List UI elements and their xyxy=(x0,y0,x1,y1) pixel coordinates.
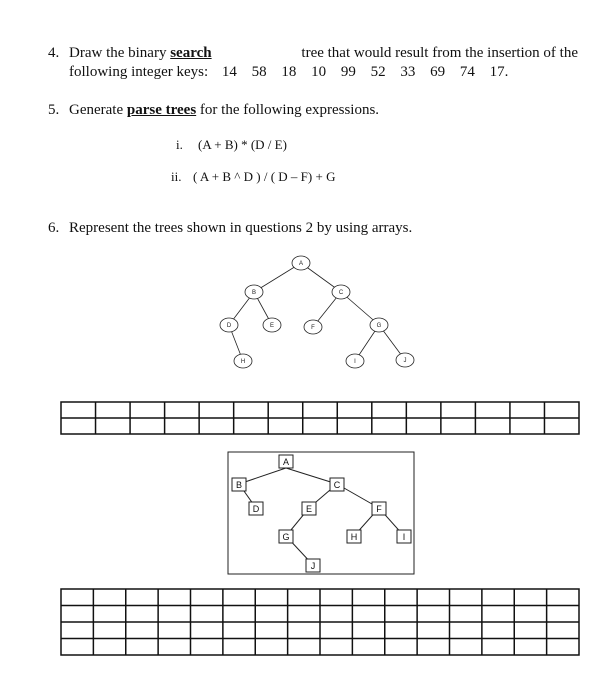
tree2-label-j: J xyxy=(310,561,316,571)
tree2-label-f: F xyxy=(376,504,382,514)
tree2-label-i: I xyxy=(402,532,406,542)
tree2-label-a: A xyxy=(282,457,290,467)
tree1-label-c: C xyxy=(338,290,344,296)
key: 99 xyxy=(340,64,356,80)
tree1-label-j: J xyxy=(403,358,407,364)
tree2-label-c: C xyxy=(333,480,341,490)
q6-text: Represent the trees shown in questions 2 by using arrays. xyxy=(69,220,413,236)
tree1-label-b: B xyxy=(251,290,257,296)
tree1-label-a: A xyxy=(298,261,304,267)
key: 74 xyxy=(459,64,475,80)
key: 17. xyxy=(489,64,509,80)
tree2-label-e: E xyxy=(305,504,313,514)
array-grid-2 xyxy=(61,589,579,655)
tree-1 xyxy=(226,263,405,361)
tree-2 xyxy=(239,468,404,565)
key: 10 xyxy=(311,64,327,80)
q5-text-a: Generate xyxy=(69,102,124,118)
key: 14 xyxy=(221,64,237,80)
tree2-label-d: D xyxy=(252,504,260,514)
tree1-label-f: F xyxy=(311,325,315,331)
q4-number: 4. xyxy=(48,45,60,61)
q6-number: 6. xyxy=(48,220,60,236)
tree1-label-i: I xyxy=(354,359,356,365)
tree2-label-g: G xyxy=(282,532,290,542)
tree2-label-b: B xyxy=(235,480,243,490)
q5-number: 5. xyxy=(48,102,60,118)
expression-1-label: i. xyxy=(176,137,183,152)
q5-emphasis: parse trees xyxy=(126,102,197,118)
key: 69 xyxy=(430,64,446,80)
expression-2-label: ii. xyxy=(171,169,182,184)
tree1-label-d: D xyxy=(226,323,232,329)
key: 33 xyxy=(400,64,416,80)
key: 58 xyxy=(251,64,267,80)
tree1-label-g: G xyxy=(376,323,382,329)
q5-text-b: for the following expressions. xyxy=(199,102,380,118)
array-grid-1 xyxy=(61,402,579,434)
expression-1-text: (A + B) * (D / E) xyxy=(198,137,287,152)
tree1-label-e: E xyxy=(269,323,275,329)
edge2-a-c xyxy=(286,468,337,484)
expression-2-text: ( A + B ^ D ) / ( D – F) + G xyxy=(193,169,336,184)
tree1-label-h: H xyxy=(240,359,246,365)
q4-emphasis: search xyxy=(170,45,212,61)
key: 18 xyxy=(281,64,297,80)
q4-line2: following integer keys: xyxy=(69,64,209,80)
q4-text-a: Draw the binary xyxy=(69,45,167,61)
q4-text-b: tree that would result from the insertion of the xyxy=(301,45,578,61)
key: 52 xyxy=(370,64,386,80)
tree2-label-h: H xyxy=(350,532,358,542)
